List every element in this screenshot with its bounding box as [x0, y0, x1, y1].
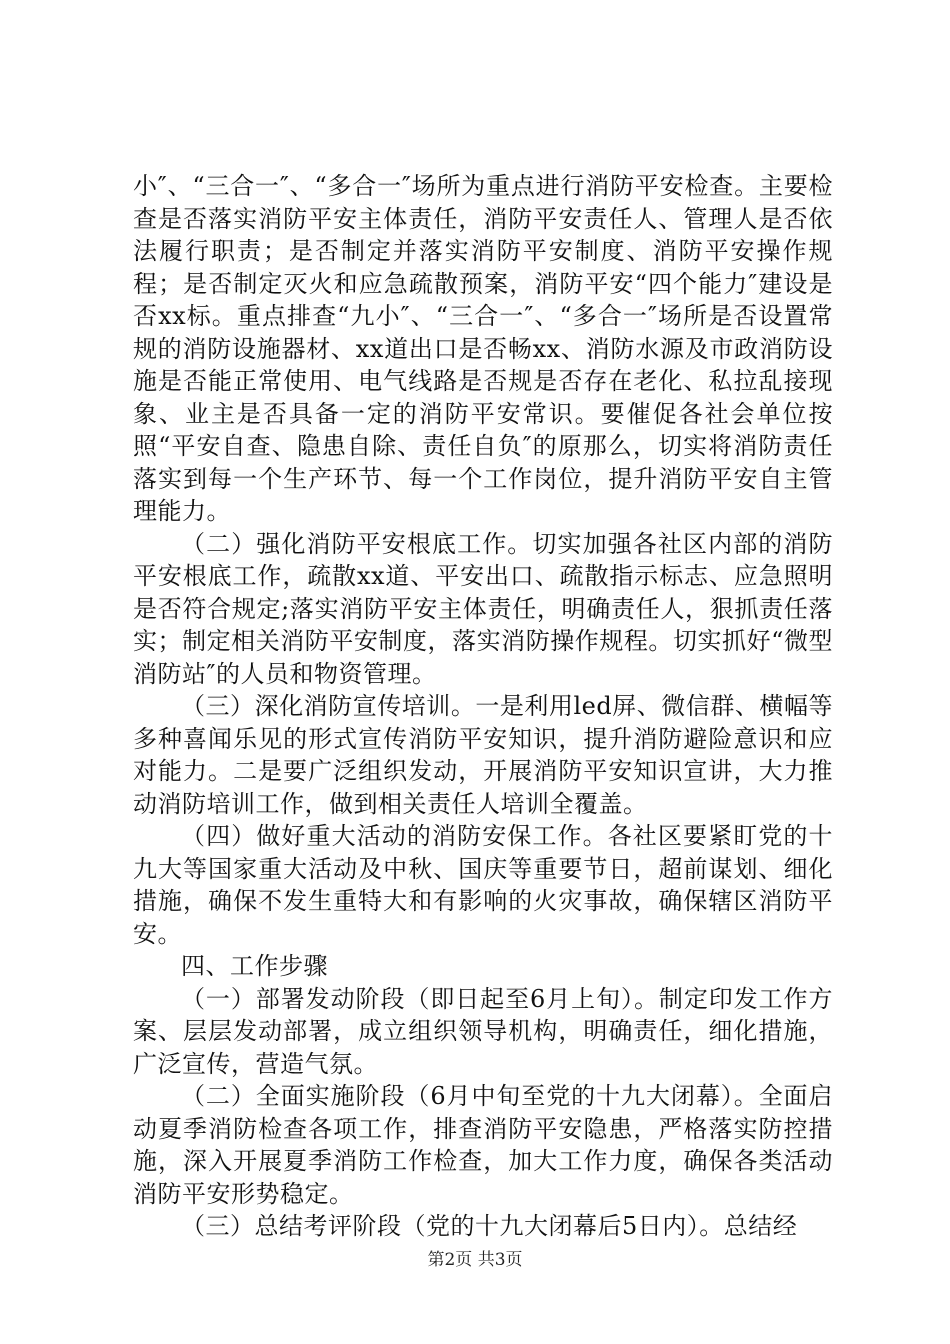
paragraph-deployment-stage: （一）部署发动阶段（即日起至6月上旬）。制定印发工作方案、层层发动部署，成立组织领导机构，明确责任，细化措施，广泛宣传，营造气氛。 — [133, 984, 833, 1078]
paragraph-implementation-stage: （二）全面实施阶段（6月中旬至党的十九大闭幕）。全面启动夏季消防检查各项工作，排查消防平安隐患，严格落实防控措施，深入开展夏季消防工作检查，加大工作力度，确保各类活动消防平安形势稳定。 — [133, 1082, 833, 1208]
paragraph-major-events-security: （四）做好重大活动的消防安保工作。各社区要紧盯党的十九大等国家重大活动及中秋、国庆等重要节日，超前谋划、细化措施，确保不发生重特大和有影响的火灾事故，确保辖区消防平安。 — [133, 822, 833, 948]
paragraph-publicity-training: （三）深化消防宣传培训。一是利用led屏、微信群、横幅等多种喜闻乐见的形式宣传消防平安知识，提升消防避险意识和应对能力。二是要广泛组织发动，开展消防平安知识宣讲，大力推动消防培训工作，做到相关责任人培训全覆盖。 — [133, 692, 833, 818]
page-number-footer: 第2页 共3页 — [427, 1250, 523, 1270]
document-body — [133, 170, 833, 1243]
paragraph-strengthen-foundation: （二）强化消防平安根底工作。切实加强各社区内部的消防平安根底工作，疏散xx道、平安出口、疏散指示标志、应急照明是否符合规定;落实消防平安主体责任，明确责任人，狠抓责任落实；制定相关消防平安制度，落实消防操作规程。切实抓好“微型消防站″的人员和物资管理。 — [133, 529, 833, 688]
section-heading-work-steps: 四、工作步骤 — [181, 952, 328, 980]
paragraph-inspection-scope: 小″、“三合一″、“多合一″场所为重点进行消防平安检查。主要检查是否落实消防平安主体责任，消防平安责任人、管理人是否依法履行职责；是否制定并落实消防平安制度、消防平安操作规程；是否制定灭火和应急疏散预案，消防平安“四个能力″建设是否xx标。重点排查“九小″、“三合一″、“多合一″场所是否设置常规的消防设施器材、xx道出口是否畅xx、消防水源及市政消防设施是否能正常使用、电气线路是否规是否存在老化、私拉乱接现象、业主是否具备一定的消防平安常识。要催促各社会单位按照“平安自查、隐患自除、责任自负″的原那么，切实将消防责任落实到每一个生产环节、每一个工作岗位，提升消防平安自主管理能力。 — [133, 172, 833, 525]
paragraph-summary-stage: （三）总结考评阶段（党的十九大闭幕后5日内）。总结经 — [181, 1212, 798, 1240]
